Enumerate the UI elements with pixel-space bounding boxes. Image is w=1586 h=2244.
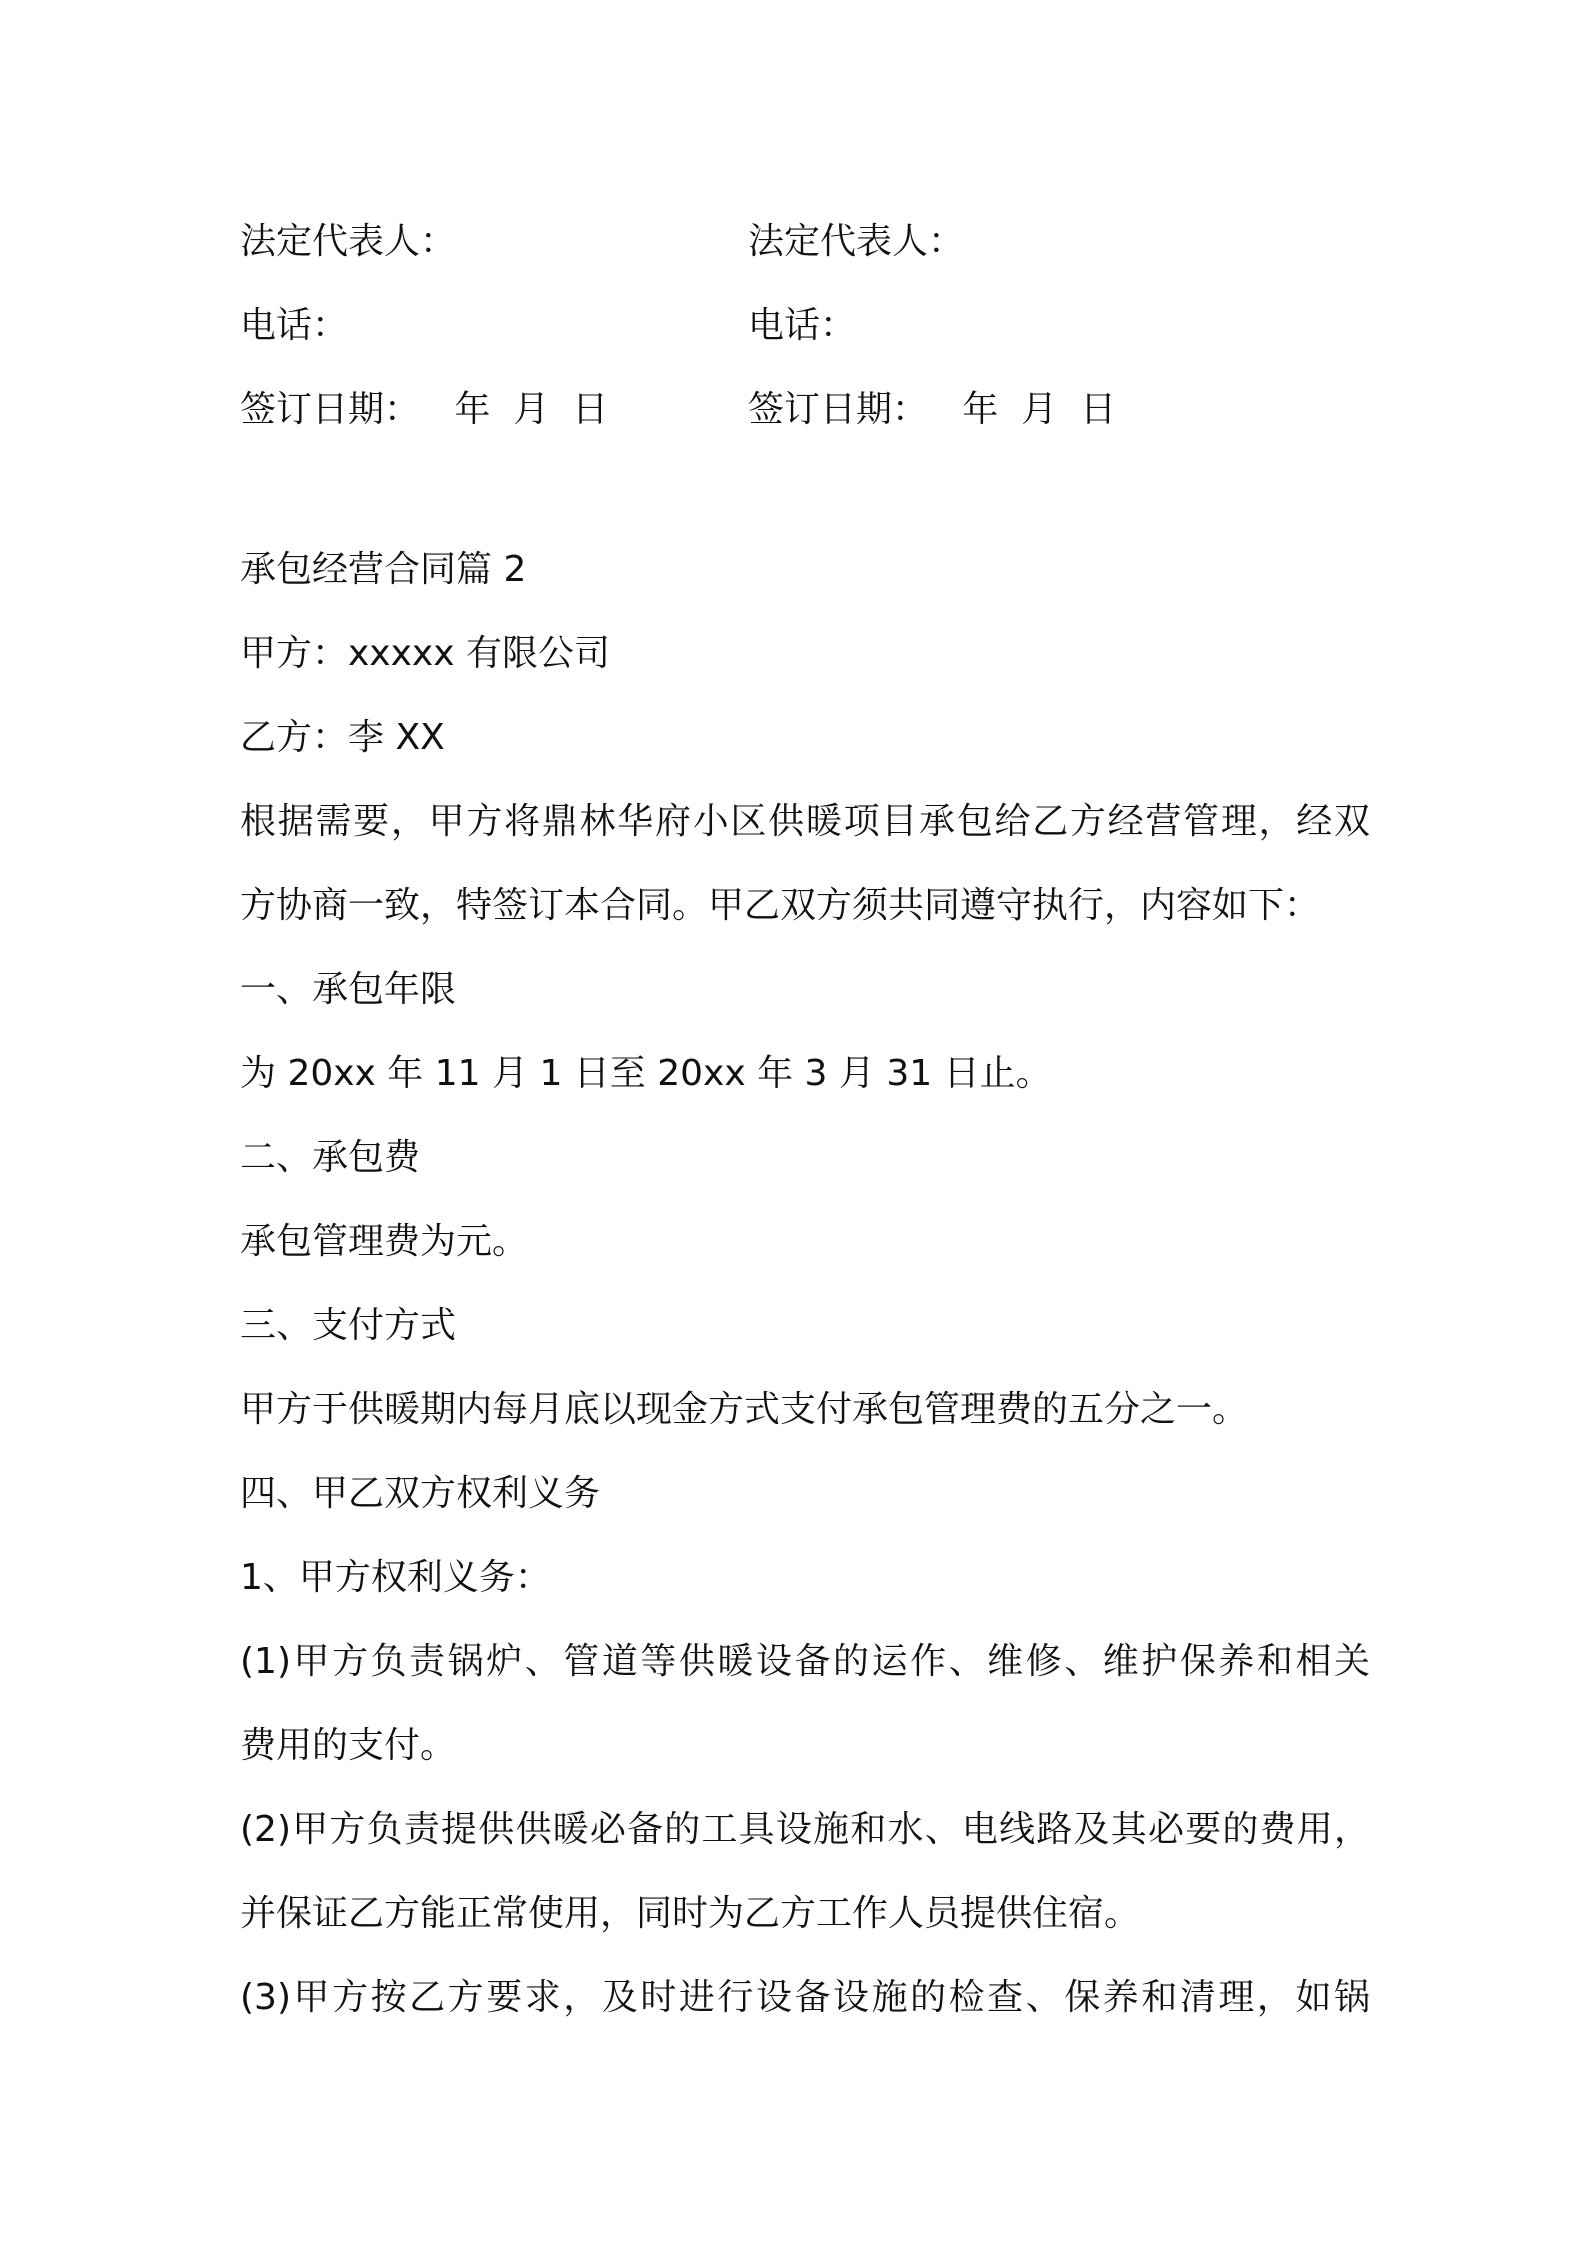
party-b-line: 乙方：李 XX — [240, 717, 445, 758]
party-b-representative-label: 法定代表人： — [748, 220, 965, 262]
contract-body — [240, 528, 1370, 2040]
paragraph-line: 费用的支付。 — [240, 1725, 457, 1766]
sub-clause-heading: 1、甲方权利义务： — [240, 1557, 551, 1598]
signature-block — [240, 196, 1360, 448]
paragraph-line: (3)甲方按乙方要求，及时进行设备设施的检查、保养和清理，如锅 — [240, 1977, 1370, 2018]
signature-row-phone — [240, 280, 1360, 364]
paragraph-line: 承包管理费为元。 — [240, 1221, 529, 1262]
party-b-sign-date-label: 签订日期： 年 月 日 — [748, 388, 1117, 430]
party-b-phone-label: 电话： — [748, 304, 857, 346]
signature-row-date — [240, 364, 1360, 448]
party-a-line: 甲方：xxxxx 有限公司 — [240, 633, 610, 674]
paragraph-line: 为 20xx 年 11 月 1 日至 20xx 年 3 月 31 日止。 — [240, 1053, 1052, 1094]
clause-heading: 四、甲乙双方权利义务 — [240, 1473, 601, 1514]
paragraph-line: 根据需要，甲方将鼎林华府小区供暖项目承包给乙方经营管理，经双 — [240, 801, 1370, 842]
clause-heading: 二、承包费 — [240, 1137, 421, 1178]
paragraph-line: (2)甲方负责提供供暖必备的工具设施和水、电线路及其必要的费用， — [240, 1809, 1370, 1850]
signature-row-representative — [240, 196, 1360, 280]
party-a-sign-date-label: 签订日期： 年 月 日 — [240, 388, 609, 430]
clause-heading: 一、承包年限 — [240, 969, 457, 1010]
clause-heading: 三、支付方式 — [240, 1305, 457, 1346]
party-a-representative-label: 法定代表人： — [240, 220, 457, 262]
paragraph-line: (1)甲方负责锅炉、管道等供暖设备的运作、维修、维护保养和相关 — [240, 1641, 1370, 1682]
party-a-phone-label: 电话： — [240, 304, 349, 346]
paragraph-line: 甲方于供暖期内每月底以现金方式支付承包管理费的五分之一。 — [240, 1389, 1249, 1430]
paragraph-line: 方协商一致，特签订本合同。甲乙双方须共同遵守执行，内容如下： — [240, 885, 1321, 926]
section-title: 承包经营合同篇 2 — [240, 549, 527, 590]
paragraph-line: 并保证乙方能正常使用，同时为乙方工作人员提供住宿。 — [240, 1893, 1141, 1934]
